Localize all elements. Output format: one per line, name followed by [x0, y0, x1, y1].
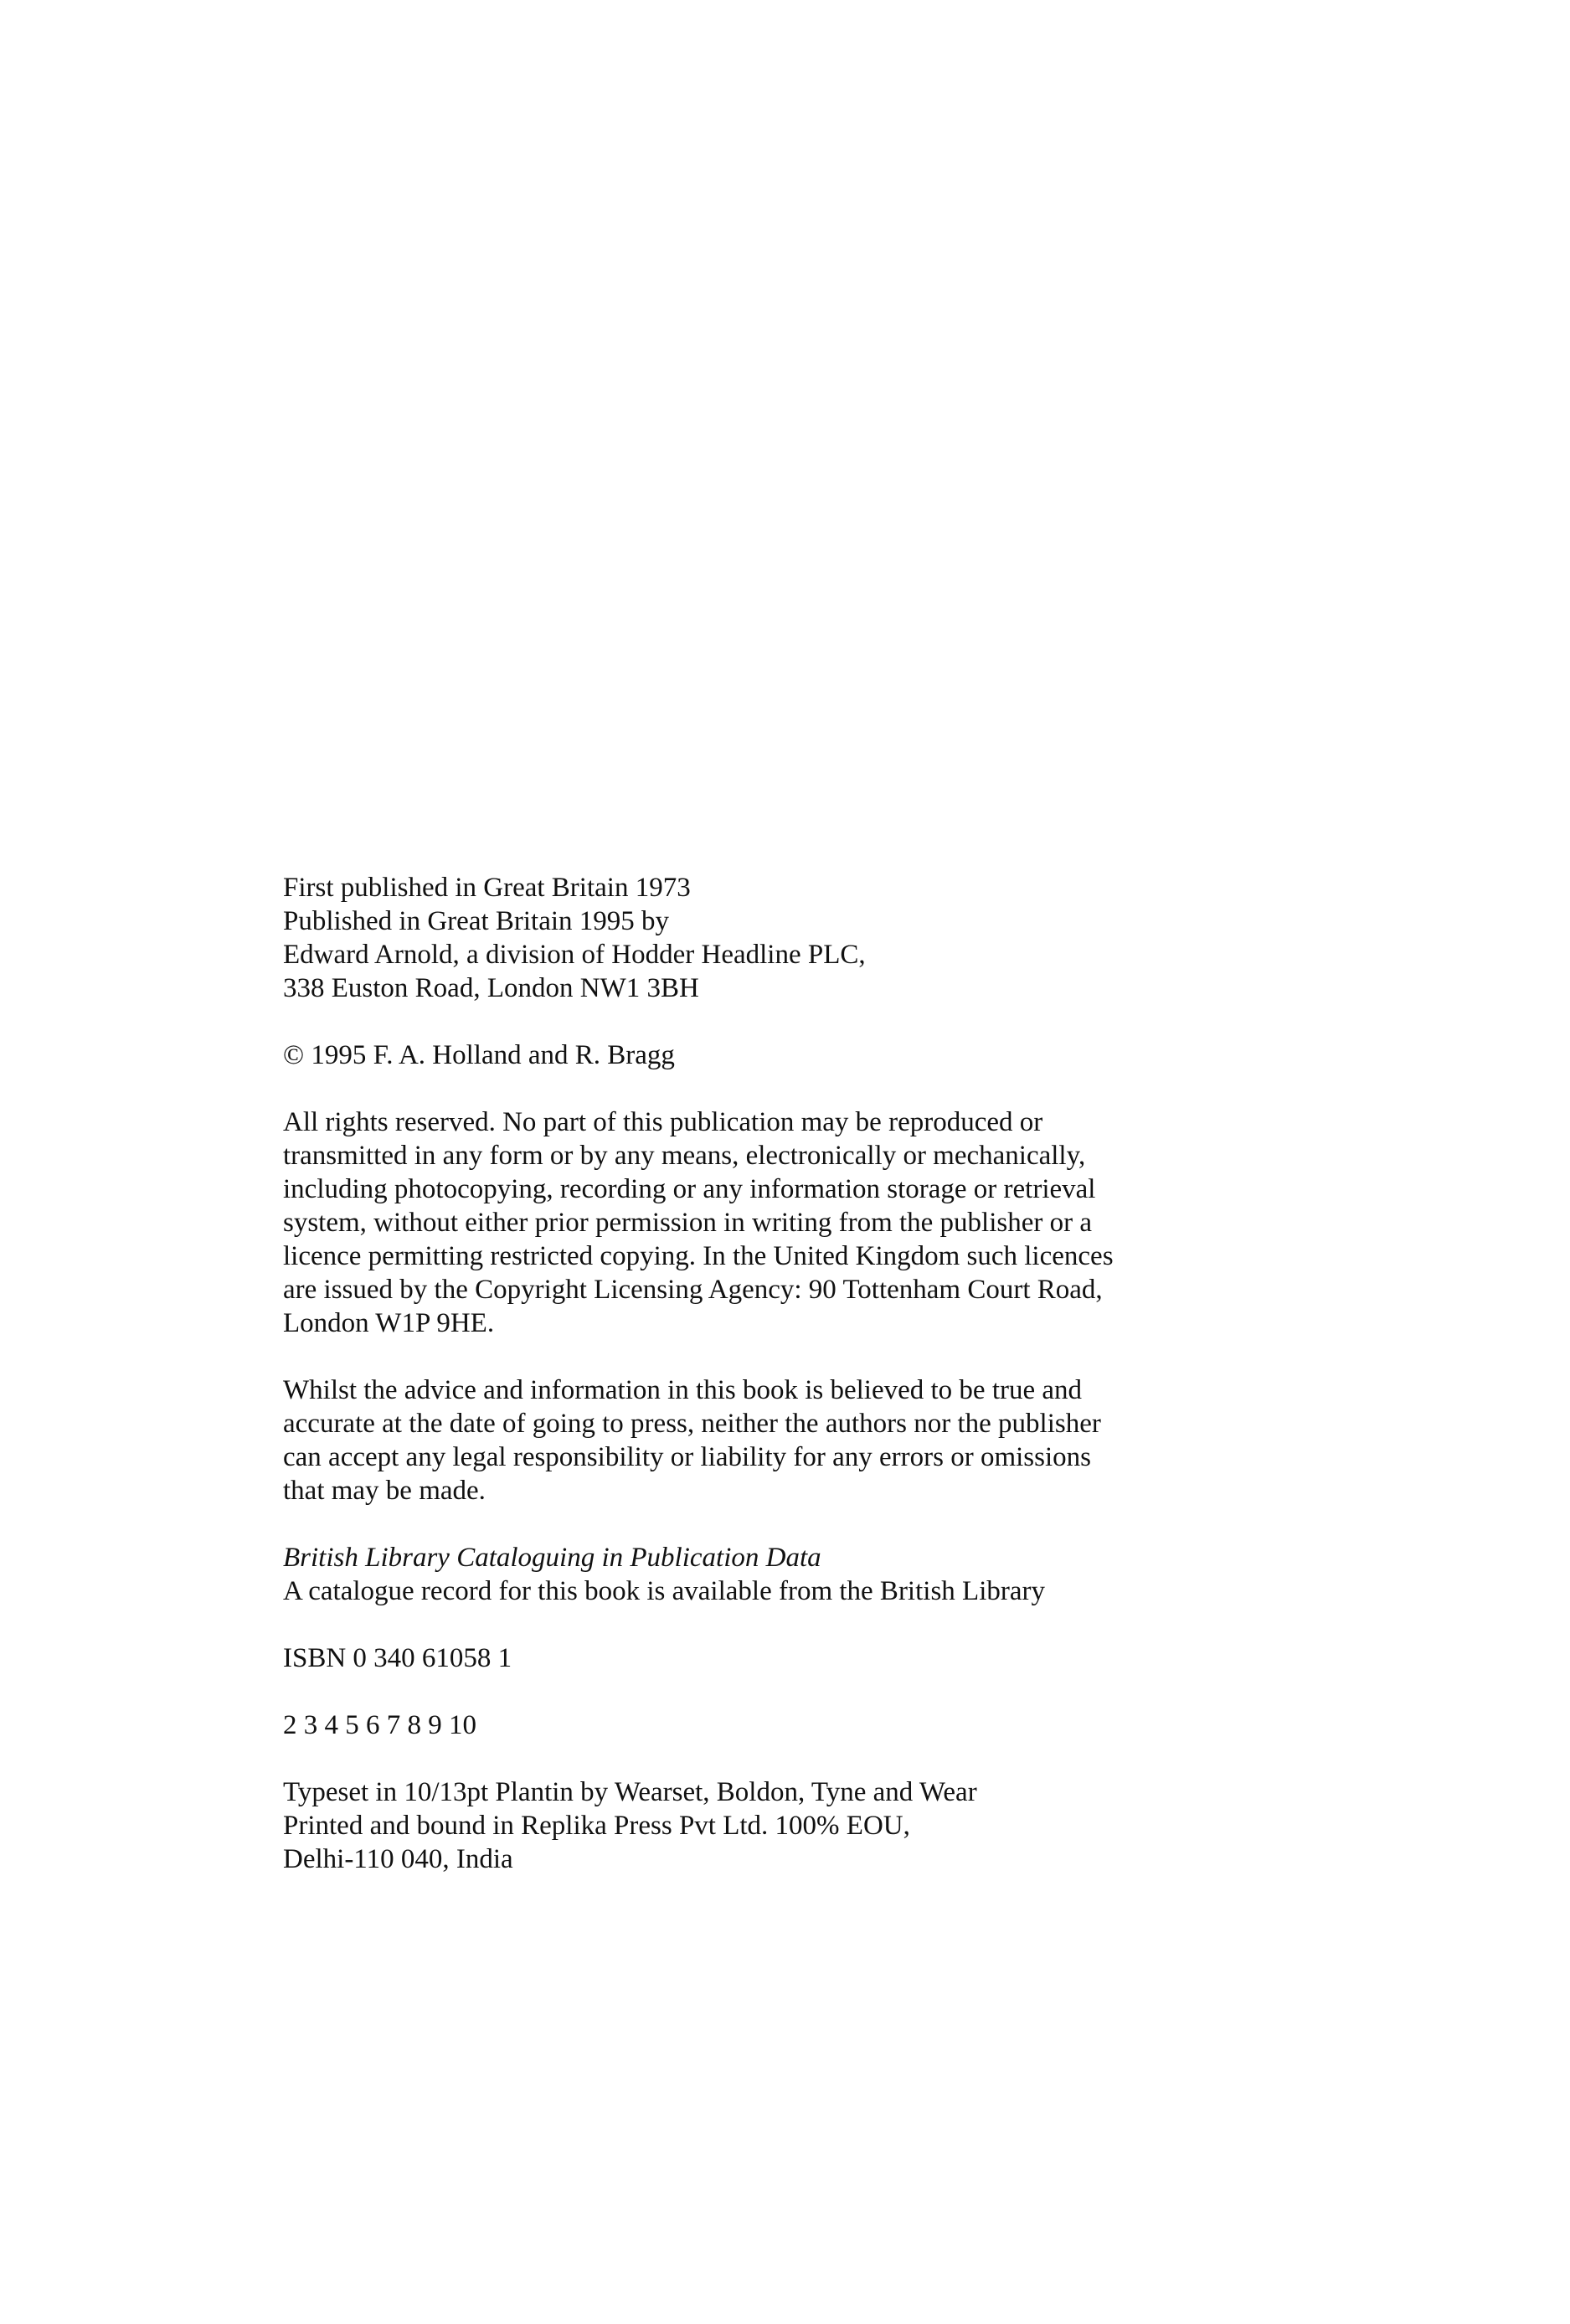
disclaimer-line: Whilst the advice and information in this book is believed to be true and: [283, 1375, 1083, 1405]
publication-line: Published in Great Britain 1995 by: [283, 906, 670, 936]
production-line: Printed and bound in Replika Press Pvt Ltd. 100% EOU,: [283, 1811, 910, 1841]
copyright-notice: [283, 1038, 1238, 1072]
rights-line: are issued by the Copyright Licensing Agency: 90 Tottenham Court Road,: [283, 1275, 1103, 1305]
publication-history: [283, 871, 1238, 1005]
isbn-block: [283, 1641, 1238, 1675]
cataloguing-heading: British Library Cataloguing in Publication Data: [283, 1543, 821, 1573]
print-line-block: [283, 1708, 1238, 1742]
publication-line: Edward Arnold, a division of Hodder Headline PLC,: [283, 940, 866, 970]
production-details: [283, 1775, 1238, 1876]
disclaimer: [283, 1373, 1238, 1507]
production-line: Delhi-110 040, India: [283, 1844, 513, 1874]
rights-line: system, without either prior permission in writing from the publisher or a: [283, 1208, 1093, 1238]
rights-line: including photocopying, recording or any information storage or retrieval: [283, 1174, 1096, 1204]
rights-line: transmitted in any form or by any means, electronically or mechanically,: [283, 1141, 1086, 1171]
cataloguing-data: [283, 1541, 1238, 1608]
print-line: 2 3 4 5 6 7 8 9 10: [283, 1710, 476, 1740]
rights-line: London W1P 9HE.: [283, 1308, 495, 1338]
cataloguing-text: A catalogue record for this book is available from the British Library: [283, 1576, 1045, 1606]
production-line: Typeset in 10/13pt Plantin by Wearset, Boldon, Tyne and Wear: [283, 1777, 977, 1807]
disclaimer-line: that may be made.: [283, 1476, 486, 1506]
publication-line: First published in Great Britain 1973: [283, 873, 691, 903]
publication-line: 338 Euston Road, London NW1 3BH: [283, 973, 699, 1003]
copyright-line: © 1995 F. A. Holland and R. Bragg: [283, 1040, 675, 1070]
disclaimer-line: can accept any legal responsibility or liability for any errors or omissions: [283, 1442, 1091, 1472]
rights-line: licence permitting restricted copying. In the United Kingdom such licences: [283, 1241, 1114, 1271]
rights-statement: [283, 1105, 1238, 1340]
disclaimer-line: accurate at the date of going to press, neither the authors nor the publisher: [283, 1409, 1101, 1439]
rights-line: All rights reserved. No part of this publication may be reproduced or: [283, 1107, 1043, 1137]
imprint-block: [283, 871, 1238, 1909]
isbn: ISBN 0 340 61058 1: [283, 1643, 512, 1673]
